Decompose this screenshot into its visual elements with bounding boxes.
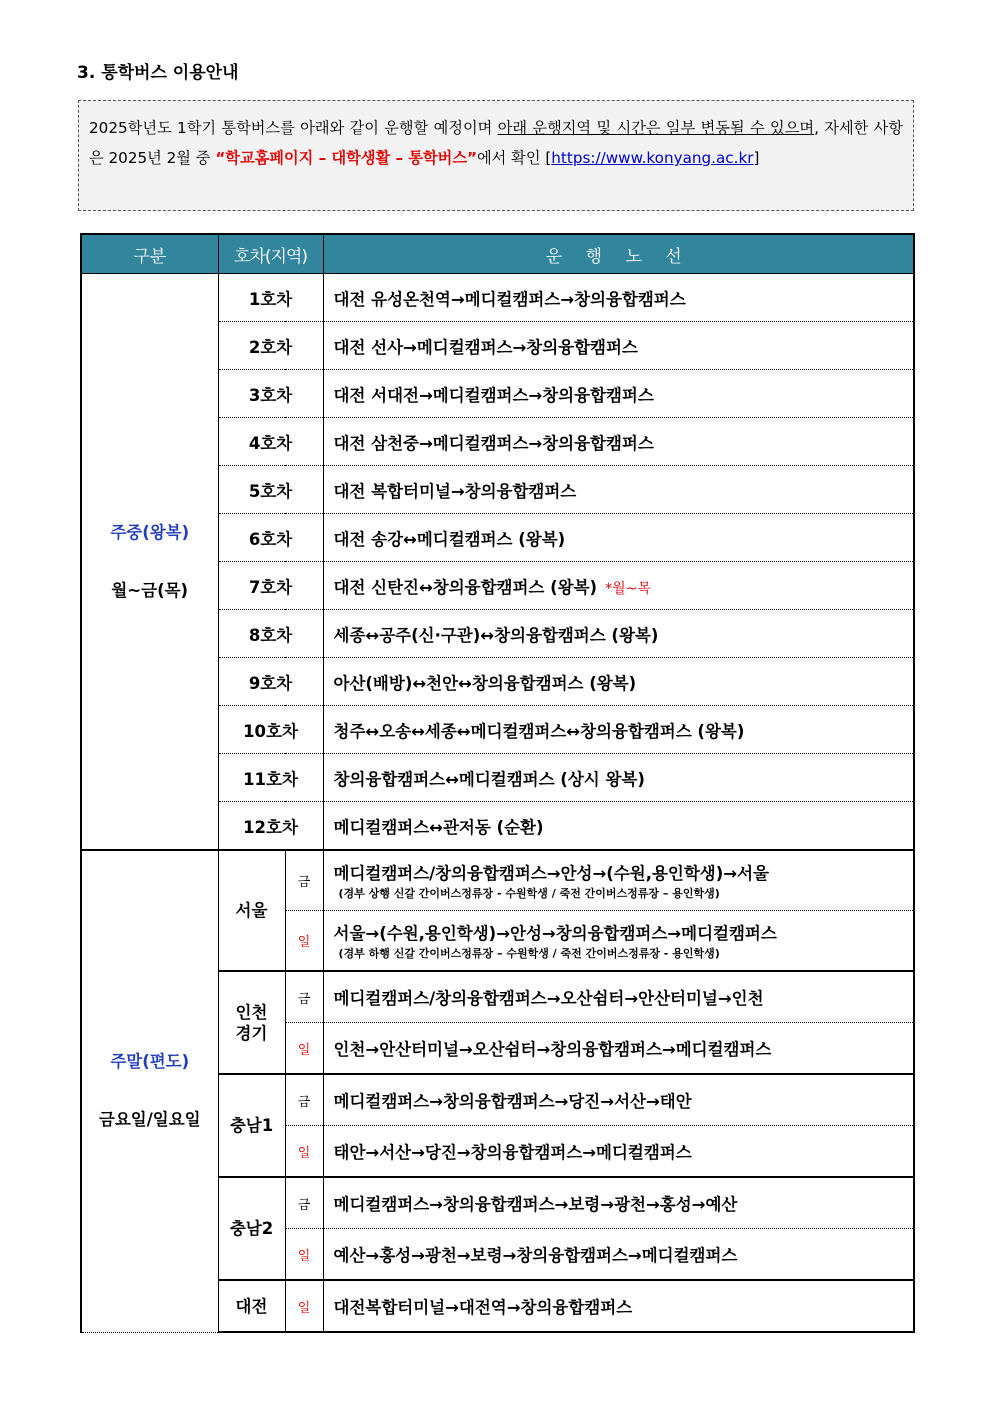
route-text: 대전 삼천중→메디컬캠퍼스→창의융합캠퍼스 <box>323 418 914 466</box>
car-number: 3호차 <box>218 370 323 418</box>
route-cell <box>323 911 914 972</box>
region-chungnam1: 충남1 <box>218 1074 285 1177</box>
day-sunday: 일 <box>285 1229 323 1281</box>
route-text: 대전 복합터미널→창의융합캠퍼스 <box>323 466 914 514</box>
route-text: 메디컬캠퍼스/창의융합캠퍼스→오산쉼터→안산터미널→인천 <box>323 971 914 1023</box>
route-text: 대전 신탄진↔창의융합캠퍼스 (왕복) <box>333 577 598 597</box>
section-heading: 3. 통학버스 이용안내 <box>77 63 239 83</box>
route-cell <box>323 850 914 911</box>
route-text: 예산→홍성→광천→보령→창의융합캠퍼스→메디컬캠퍼스 <box>323 1229 914 1281</box>
route-text: 세종↔공주(신·구관)↔창의융합캠퍼스 (왕복) <box>323 610 914 658</box>
region-line: 인천 <box>235 1002 268 1022</box>
day-friday: 금 <box>285 1177 323 1229</box>
header-category: 구분 <box>81 234 218 274</box>
car-number: 11호차 <box>218 754 323 802</box>
header-bus-number: 호차(지역) <box>218 234 323 274</box>
car-number: 5호차 <box>218 466 323 514</box>
route-text: 대전 송강↔메디컬캠퍼스 (왕복) <box>323 514 914 562</box>
car-number: 12호차 <box>218 802 323 851</box>
notice-underlined-text: 아래 운행지역 및 시간은 일부 변동될 수 있으며 <box>497 119 815 137</box>
car-number: 7호차 <box>218 562 323 610</box>
route-text: 메디컬캠퍼스→창의융합캠퍼스→당진→서산→태안 <box>323 1074 914 1126</box>
weekend-label: 주말(편도) <box>110 1052 190 1072</box>
route-subnote: (경부 하행 신갈 간이버스정류장 – 수원학생 / 죽전 간이버스정류장 - 용인학생) <box>338 947 720 960</box>
day-friday: 금 <box>285 1074 323 1126</box>
day-sunday: 일 <box>285 1280 323 1332</box>
notice-text-2: , 자세한 사항은 2025년 2월 중 <box>89 119 904 167</box>
car-number: 8호차 <box>218 610 323 658</box>
weekend-group <box>81 850 218 1332</box>
route-text: 청주↔오송↔세종↔메디컬캠퍼스↔창의융합캠퍼스 (왕복) <box>323 706 914 754</box>
route-subnote: (경부 상행 신갈 간이버스정류장 - 수원학생 / 죽전 간이버스정류장 – 용인학생) <box>338 887 720 900</box>
weekday-label: 주중(왕복) <box>110 522 190 542</box>
day-friday: 금 <box>285 971 323 1023</box>
route-text: 인천→안산터미널→오산쉼터→창의융합캠퍼스→메디컬캠퍼스 <box>323 1023 914 1075</box>
notice-text-3: 에서 확인 [ <box>477 149 552 167</box>
route-text: 메디컬캠퍼스/창의융합캠퍼스→안성→(수원,용인학생)→서울 <box>333 864 769 883</box>
route-text: 대전 서대전→메디컬캠퍼스→창의융합캠퍼스 <box>323 370 914 418</box>
day-sunday: 일 <box>285 911 323 972</box>
route-text: 아산(배방)↔천안↔창의융합캠퍼스 (왕복) <box>323 658 914 706</box>
route-text: 메디컬캠퍼스↔관저동 (순환) <box>323 802 914 851</box>
car-number: 2호차 <box>218 322 323 370</box>
route-text: 메디컬캠퍼스→창의융합캠퍼스→보령→광천→홍성→예산 <box>323 1177 914 1229</box>
day-sunday: 일 <box>285 1126 323 1178</box>
homepage-link[interactable]: https://www.konyang.ac.kr <box>551 149 754 167</box>
region-line: 경기 <box>235 1023 268 1043</box>
route-text: 창의융합캠퍼스↔메디컬캠퍼스 (상시 왕복) <box>323 754 914 802</box>
notice-highlight: “학교홈페이지 – 대학생활 – 통학버스” <box>215 149 478 167</box>
weekday-group <box>81 274 218 851</box>
notice-text-4: ] <box>753 149 760 167</box>
day-sunday: 일 <box>285 1023 323 1075</box>
route-text: 태안→서산→당진→창의융합캠퍼스→메디컬캠퍼스 <box>323 1126 914 1178</box>
route-cell <box>323 562 914 610</box>
car-number: 9호차 <box>218 658 323 706</box>
region-seoul: 서울 <box>218 850 285 971</box>
route-text: 대전 유성온천역→메디컬캠퍼스→창의융합캠퍼스 <box>323 274 914 322</box>
day-friday: 금 <box>285 850 323 911</box>
notice-text-1: 2025학년도 1학기 통학버스를 아래와 같이 운행할 예정이며 <box>89 119 498 137</box>
route-note: *월~목 <box>605 580 651 597</box>
route-text: 대전 선사→메디컬캠퍼스→창의융합캠퍼스 <box>323 322 914 370</box>
weekday-days: 월~금(목) <box>111 580 189 600</box>
notice-box <box>78 100 914 211</box>
region-daejeon: 대전 <box>218 1280 285 1332</box>
car-number: 10호차 <box>218 706 323 754</box>
bus-schedule-table <box>80 233 915 1333</box>
header-route: 운 행 노 선 <box>323 234 914 274</box>
region-incheon <box>218 971 285 1074</box>
route-text: 대전복합터미널→대전역→창의융합캠퍼스 <box>323 1280 914 1332</box>
car-number: 1호차 <box>218 274 323 322</box>
weekend-days: 금요일/일요일 <box>98 1110 201 1130</box>
region-chungnam2: 충남2 <box>218 1177 285 1280</box>
car-number: 4호차 <box>218 418 323 466</box>
route-text: 서울→(수원,용인학생)→안성→창의융합캠퍼스→메디컬캠퍼스 <box>333 924 777 943</box>
car-number: 6호차 <box>218 514 323 562</box>
